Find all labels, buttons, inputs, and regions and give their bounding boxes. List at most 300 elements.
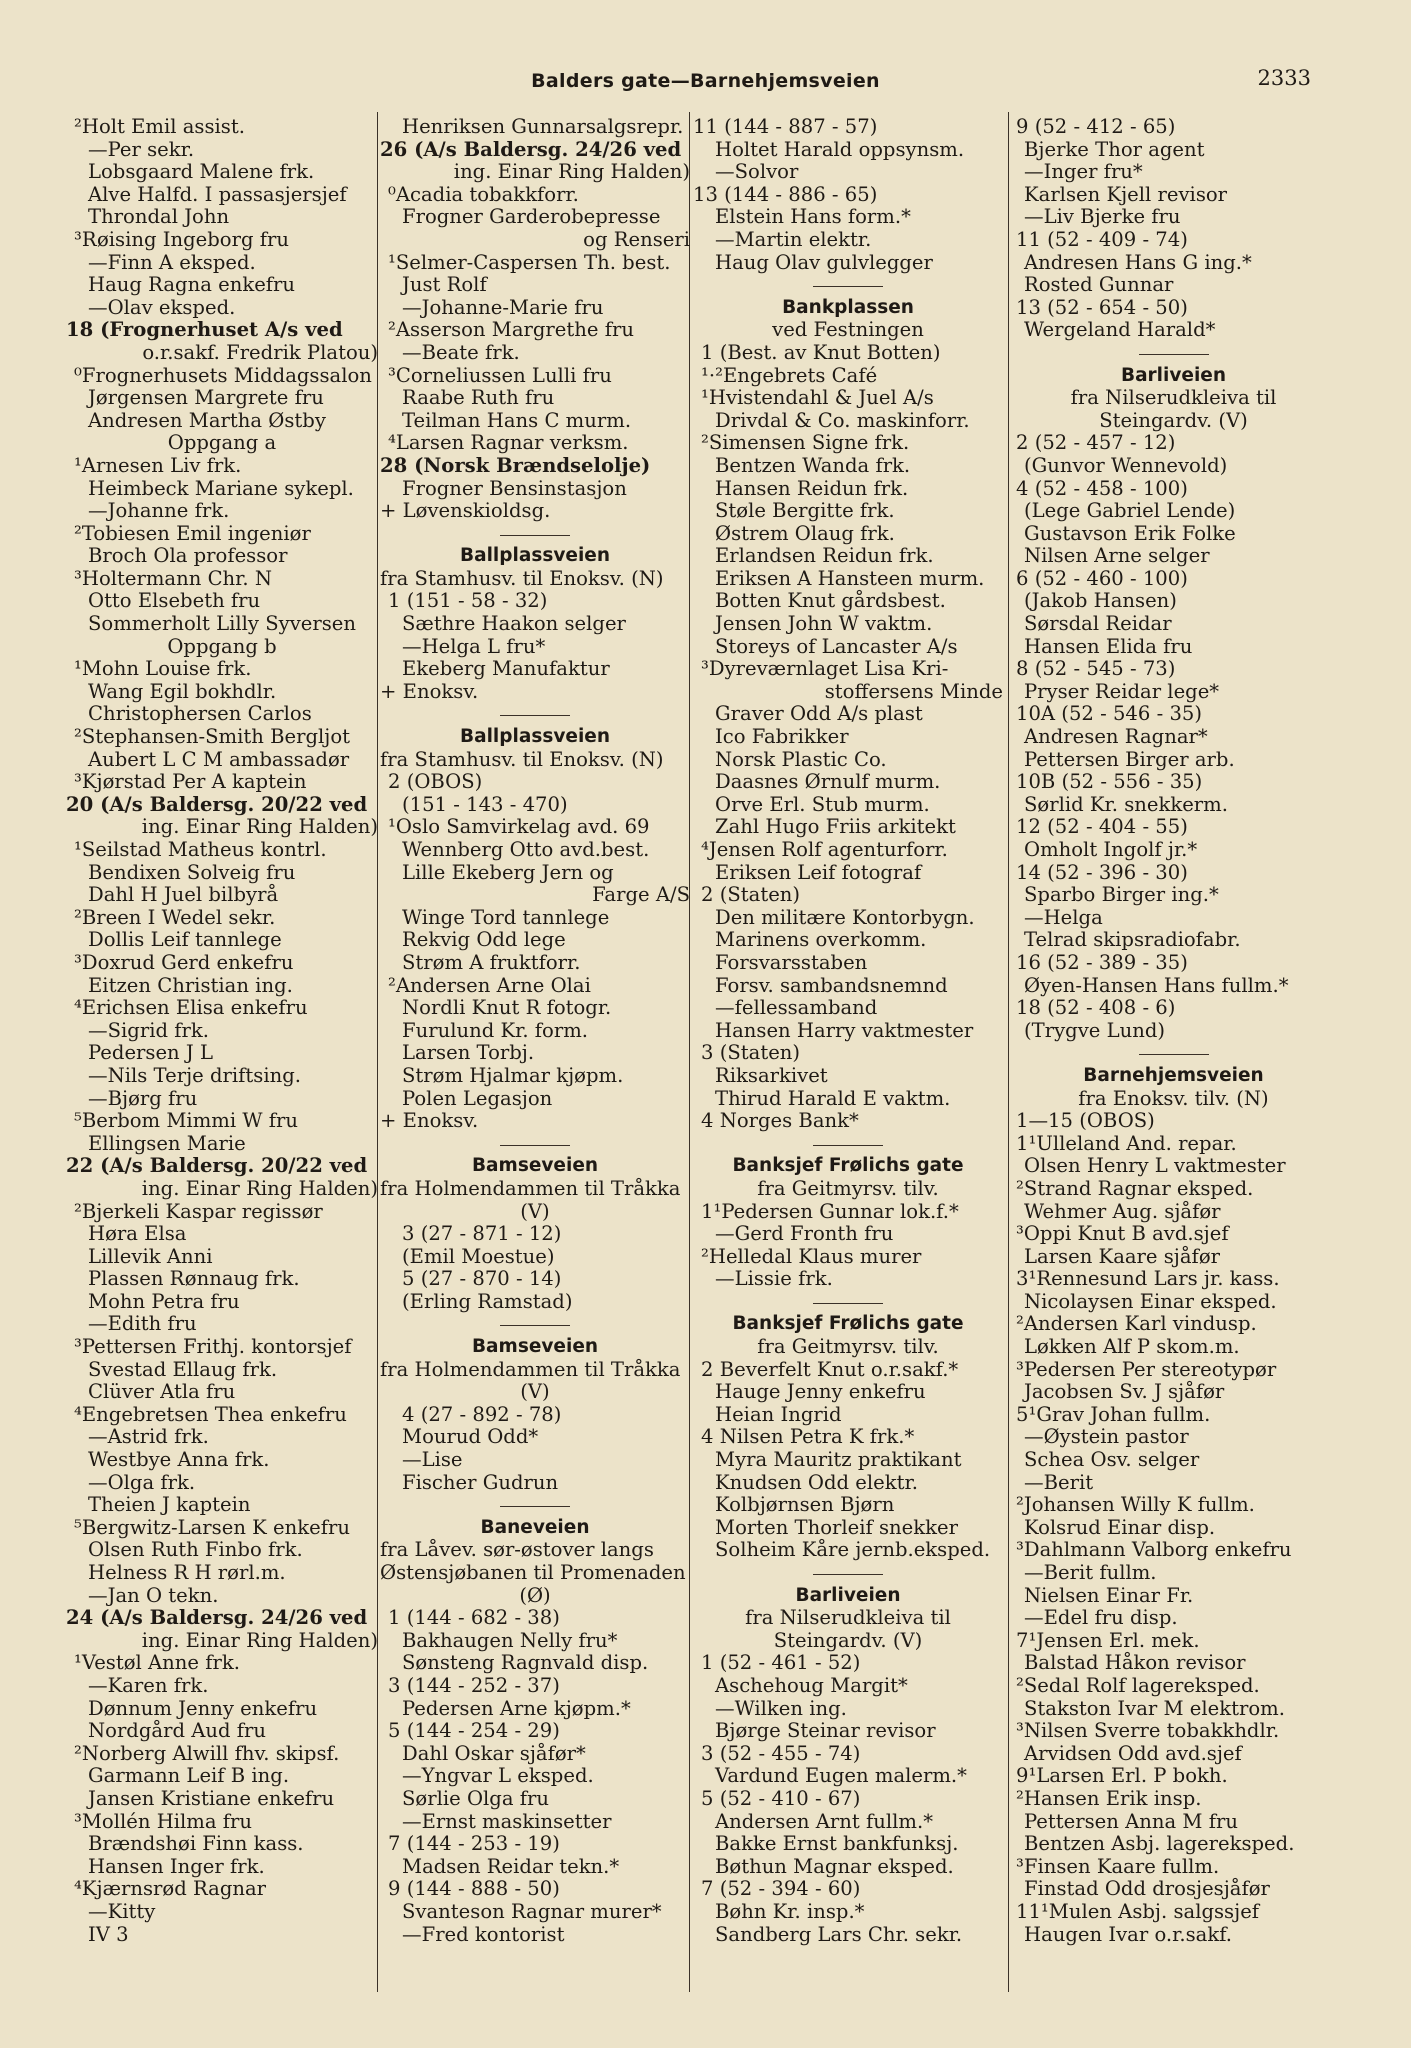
directory-entry: Hansen Elida fru bbox=[1024, 634, 1193, 658]
directory-entry: Østensjøbanen til Promenaden bbox=[380, 1561, 686, 1584]
directory-entry: ¹Selmer-Caspersen Th. best. bbox=[388, 250, 671, 274]
directory-entry: ²Simensen Signe frk. bbox=[701, 431, 910, 455]
directory-entry: Orve Erl. Stub murm. bbox=[715, 792, 930, 816]
directory-entry: Botten Knut gårdsbest. bbox=[715, 589, 946, 613]
directory-entry: Nilsen Arne selger bbox=[1024, 544, 1210, 568]
directory-entry: Gustavson Erik Folke bbox=[1024, 521, 1236, 545]
directory-entry: 13 (52 - 654 - 50) bbox=[1016, 295, 1188, 319]
directory-entry: ²Tobiesen Emil ingeniør bbox=[74, 521, 311, 545]
directory-entry: Fischer Gudrun bbox=[402, 1470, 559, 1494]
directory-entry: —Olga frk. bbox=[88, 1470, 196, 1494]
directory-entry: + Løvenskioldsg. bbox=[380, 499, 551, 523]
directory-entry: —Lise bbox=[402, 1448, 463, 1472]
directory-entry: ⁴Jensen Rolf agenturforr. bbox=[701, 838, 948, 861]
street-heading: Banksjef Frølichs gate bbox=[732, 1313, 964, 1335]
directory-entry: 26 (A/s Baldersg. 24/26 ved bbox=[380, 137, 682, 161]
directory-entry: —Karen frk. bbox=[88, 1673, 209, 1697]
directory-entry: ²Strand Ragnar eksped. bbox=[1016, 1176, 1254, 1200]
directory-entry: Oppgang a bbox=[167, 431, 277, 455]
directory-entry: Wehmer Aug. sjåfør bbox=[1024, 1199, 1221, 1223]
directory-entry: —Edith fru bbox=[88, 1312, 197, 1336]
directory-entry: Lobsgaard Malene frk. bbox=[88, 160, 315, 184]
directory-entry: Bendixen Solveig fru bbox=[88, 860, 296, 884]
directory-entry: 1¹Ulleland And. repar. bbox=[1016, 1131, 1237, 1155]
directory-entry: 4 (52 - 458 - 100) bbox=[1016, 476, 1188, 500]
directory-entry: Ellingsen Marie bbox=[88, 1131, 246, 1155]
directory-entry: —Sigrid frk. bbox=[88, 1018, 209, 1042]
directory-entry: Pryser Reidar lege* bbox=[1024, 679, 1220, 703]
directory-entry: ²Helledal Klaus murer bbox=[701, 1244, 922, 1268]
directory-entry: ⁴Erichsen Elisa enkefru bbox=[74, 996, 308, 1020]
directory-entry: ³Holtermann Chr. N bbox=[74, 566, 272, 590]
directory-entry: 11 (144 - 887 - 57) bbox=[693, 116, 878, 138]
directory-entry: 1¹Pedersen Gunnar lok.f.* bbox=[701, 1199, 959, 1223]
directory-entry: 2 (52 - 457 - 12) bbox=[1016, 431, 1176, 455]
directory-entry: Strøm A fruktforr. bbox=[402, 950, 581, 974]
column-2 bbox=[380, 116, 690, 2016]
directory-entry: Myra Mauritz praktikant bbox=[715, 1448, 962, 1472]
directory-entry: 10A (52 - 546 - 35) bbox=[1016, 702, 1203, 726]
directory-entry: —Berit bbox=[1024, 1470, 1094, 1494]
directory-entry: Rosted Gunnar bbox=[1024, 273, 1174, 297]
directory-entry: Polen Legasjon bbox=[402, 1086, 553, 1110]
directory-entry: ²Stephansen-Smith Bergljot bbox=[74, 725, 351, 749]
directory-entry: —Johanne frk. bbox=[88, 499, 230, 523]
directory-entry: —Gerd Fronth fru bbox=[715, 1222, 894, 1246]
directory-entry: fra Nilserudkleiva til bbox=[1070, 386, 1277, 410]
directory-entry: Nordgård Aud fru bbox=[88, 1719, 266, 1743]
directory-entry: ²Hansen Erik insp. bbox=[1016, 1786, 1202, 1810]
directory-entry: 16 (52 - 389 - 35) bbox=[1016, 950, 1188, 974]
directory-entry: (Trygve Lund) bbox=[1024, 1018, 1166, 1042]
directory-entry: 28 (Norsk Brændselolje) bbox=[380, 453, 651, 477]
directory-entry: Andresen Martha Østby bbox=[88, 408, 326, 432]
directory-entry: —Astrid frk. bbox=[88, 1425, 209, 1449]
directory-entry: 12 (52 - 404 - 55) bbox=[1016, 815, 1188, 839]
directory-entry: (Lege Gabriel Lende) bbox=[1024, 499, 1236, 523]
directory-entry: Hansen Inger frk. bbox=[88, 1854, 265, 1878]
directory-entry: 1 (52 - 461 - 52) bbox=[701, 1651, 861, 1675]
directory-entry: ved Festningen bbox=[772, 318, 924, 342]
directory-entry: Morten Thorleif snekker bbox=[715, 1515, 958, 1539]
directory-entry: ¹Vestøl Anne frk. bbox=[74, 1651, 240, 1675]
directory-entry: —Kitty bbox=[88, 1899, 156, 1923]
directory-entry: ⁵Bergwitz-Larsen K enkefru bbox=[74, 1515, 350, 1539]
directory-entry: ⁴Larsen Ragnar verksm. bbox=[388, 431, 629, 455]
directory-entry: Jørgensen Margrete fru bbox=[88, 386, 324, 410]
directory-entry: Kolbjørnsen Bjørn bbox=[715, 1493, 895, 1517]
directory-entry: Steingardv. (V) bbox=[1099, 408, 1248, 432]
directory-entry: ¹Mohn Louise frk. bbox=[74, 657, 252, 681]
street-heading: Barnehjemsveien bbox=[1083, 1064, 1264, 1086]
directory-entry: Thirud Harald E vaktm. bbox=[715, 1086, 951, 1110]
directory-entry: Marinens overkomm. bbox=[715, 928, 927, 952]
column-1 bbox=[66, 116, 378, 2016]
directory-entry: Furulund Kr. form. bbox=[402, 1018, 589, 1042]
directory-entry: Farge A/S bbox=[592, 883, 690, 907]
street-heading: Bamseveien bbox=[471, 1336, 599, 1358]
street-heading: Ballplassveien bbox=[459, 545, 611, 567]
directory-entry: 4 Nilsen Petra K frk.* bbox=[701, 1425, 915, 1449]
directory-entry: —Solvor bbox=[715, 160, 799, 184]
directory-entry: —Yngvar L eksped. bbox=[402, 1764, 594, 1788]
directory-entry: ⁰Frognerhusets Middagssalon bbox=[74, 363, 372, 387]
directory-entry: Omholt Ingolf jr.* bbox=[1024, 838, 1198, 861]
directory-entry: Hansen Reidun frk. bbox=[715, 476, 909, 500]
directory-entry: (Emil Moestue) bbox=[402, 1244, 555, 1268]
directory-entry: 18 (52 - 408 - 6) bbox=[1016, 996, 1176, 1020]
directory-entry: Den militære Kontorbygn. bbox=[715, 905, 975, 929]
directory-entry: ⁰Acadia tobakkforr. bbox=[388, 182, 579, 206]
directory-entry: ing. Einar Ring Halden) bbox=[453, 160, 690, 184]
directory-entry: 11 (52 - 409 - 74) bbox=[1016, 227, 1188, 251]
section-rule bbox=[693, 274, 1003, 297]
directory-entry: Otto Elsebeth fru bbox=[88, 589, 261, 613]
directory-entry: Drivdal & Co. maskinforr. bbox=[715, 408, 970, 432]
directory-entry: ³Dyreværnlaget Lisa Kri- bbox=[701, 657, 949, 681]
directory-entry: Hauge Jenny enkefru bbox=[715, 1380, 926, 1404]
directory-entry: 8 (52 - 545 - 73) bbox=[1016, 657, 1176, 681]
directory-entry: Eitzen Christian ing. bbox=[88, 973, 293, 997]
directory-entry: + Enoksv. bbox=[380, 679, 479, 703]
directory-entry: Wang Egil bokhdlr. bbox=[88, 679, 277, 703]
directory-entry: Bentzen Asbj. lagereksped. bbox=[1024, 1832, 1295, 1856]
directory-entry: Karlsen Kjell revisor bbox=[1024, 182, 1228, 206]
directory-entry: 5 (52 - 410 - 67) bbox=[701, 1786, 861, 1810]
directory-entry: Bøthun Magnar eksped. bbox=[715, 1854, 954, 1878]
directory-entry: 2 Beverfelt Knut o.r.sakf.* bbox=[701, 1357, 959, 1381]
directory-entry: ³Dahlmann Valborg enkefru bbox=[1016, 1538, 1292, 1562]
section-rule bbox=[380, 523, 690, 546]
directory-entry: 24 (A/s Baldersg. 24/26 ved bbox=[66, 1606, 368, 1630]
directory-entry: ³Corneliussen Lulli fru bbox=[388, 363, 612, 387]
directory-entry: —Finn A eksped. bbox=[88, 250, 256, 274]
directory-entry: (Jakob Hansen) bbox=[1024, 589, 1177, 613]
section-rule bbox=[380, 1133, 690, 1156]
directory-entry: ²Sedal Rolf lagereksped. bbox=[1016, 1673, 1260, 1697]
directory-entry: Larsen Torbj. bbox=[402, 1041, 535, 1065]
directory-entry: Larsen Kaare sjåfør bbox=[1024, 1244, 1220, 1268]
directory-entry: ²Asserson Margrethe fru bbox=[388, 318, 634, 342]
directory-entry: Christophersen Carlos bbox=[88, 702, 312, 726]
street-heading: Bamseveien bbox=[471, 1155, 599, 1177]
directory-entry: ²Andersen Arne Olai bbox=[388, 973, 591, 997]
directory-entry: (V) bbox=[520, 1380, 550, 1404]
directory-entry: ³Røising Ingeborg fru bbox=[74, 227, 289, 251]
directory-entry: Svestad Ellaug frk. bbox=[88, 1357, 278, 1381]
directory-entry: + Enoksv. bbox=[380, 1109, 479, 1133]
directory-entry: Haug Ragna enkefru bbox=[88, 273, 296, 297]
directory-entry: Andresen Hans G ing.* bbox=[1024, 250, 1252, 274]
directory-entry: Clüver Atla fru bbox=[88, 1380, 236, 1404]
directory-entry: Forsv. sambandsnemnd bbox=[715, 973, 948, 997]
directory-entry: ing. Einar Ring Halden) bbox=[141, 1176, 378, 1200]
directory-entry: Helness R H rørl.m. bbox=[88, 1561, 286, 1584]
directory-entry: 9 (144 - 888 - 50) bbox=[388, 1877, 560, 1901]
directory-entry: 7 (144 - 253 - 19) bbox=[388, 1832, 560, 1856]
directory-entry: Bakke Ernst bankfunksj. bbox=[715, 1832, 959, 1856]
directory-entry: Vardund Eugen malerm.* bbox=[715, 1764, 967, 1788]
directory-entry: 9 (52 - 412 - 65) bbox=[1016, 116, 1176, 138]
directory-entry: Bøhn Kr. insp.* bbox=[715, 1899, 865, 1923]
directory-entry: Pettersen Anna M fru bbox=[1024, 1809, 1238, 1833]
directory-entry: 22 (A/s Baldersg. 20/22 ved bbox=[66, 1154, 368, 1178]
directory-entry: ⁵Berbom Mimmi W fru bbox=[74, 1109, 298, 1133]
directory-entry: Jensen John W vaktm. bbox=[715, 612, 933, 636]
directory-entry: Sparbo Birger ing.* bbox=[1024, 883, 1219, 907]
directory-entry: Sandberg Lars Chr. sekr. bbox=[715, 1922, 963, 1946]
directory-entry: 9¹Larsen Erl. P bokh. bbox=[1016, 1764, 1228, 1788]
directory-entry: 11¹Mulen Asbj. salgssjef bbox=[1016, 1899, 1260, 1923]
directory-entry: Frogner Bensinstasjon bbox=[402, 476, 627, 500]
directory-entry: Sommerholt Lilly Syversen bbox=[88, 612, 357, 636]
directory-entry: ³Oppi Knut B avd.sjef bbox=[1016, 1222, 1229, 1246]
directory-entry: Andresen Ragnar* bbox=[1024, 725, 1208, 749]
directory-entry: Eriksen A Hansteen murm. bbox=[715, 566, 985, 590]
directory-entry: fra Nilserudkleiva til bbox=[745, 1606, 951, 1630]
directory-entry: Haug Olav gulvlegger bbox=[715, 250, 933, 274]
street-heading: Bankplassen bbox=[782, 296, 914, 318]
directory-entry: ¹·²Engebrets Café bbox=[701, 363, 878, 387]
column-4 bbox=[1016, 116, 1331, 2016]
directory-entry: Olsen Henry L vaktmester bbox=[1024, 1154, 1286, 1178]
page-number: 2333 bbox=[1257, 66, 1311, 90]
directory-entry: Bjørge Steinar revisor bbox=[715, 1719, 936, 1743]
directory-entry: Øyen-Hansen Hans fullm.* bbox=[1024, 973, 1289, 997]
directory-entry: —Johanne-Marie fru bbox=[402, 295, 604, 319]
directory-entry: Sønsteng Ragnvald disp. bbox=[402, 1651, 649, 1675]
directory-entry: 3 (52 - 455 - 74) bbox=[701, 1741, 861, 1765]
directory-entry: Throndal John bbox=[88, 205, 230, 229]
directory-entry: Theien J kaptein bbox=[88, 1493, 251, 1517]
directory-entry: Sørlie Olga fru bbox=[402, 1786, 549, 1810]
street-heading: Banksjef Frølichs gate bbox=[732, 1155, 964, 1177]
directory-entry: Garmann Leif B ing. bbox=[88, 1764, 290, 1788]
street-heading: Barliveien bbox=[1120, 364, 1227, 386]
directory-entry: 13 (144 - 886 - 65) bbox=[693, 182, 878, 206]
street-heading: Baneveien bbox=[480, 1516, 590, 1538]
directory-entry: —Per sekr. bbox=[88, 137, 195, 161]
directory-entry: (Ø) bbox=[519, 1583, 551, 1607]
street-heading: Ballplassveien bbox=[459, 726, 611, 748]
directory-entry: (151 - 143 - 470) bbox=[402, 792, 568, 816]
section-rule bbox=[380, 1313, 690, 1336]
directory-entry: —Wilken ing. bbox=[715, 1696, 847, 1720]
directory-entry: 10B (52 - 556 - 35) bbox=[1016, 770, 1203, 794]
section-rule bbox=[1016, 342, 1331, 365]
directory-entry: ³Mollén Hilma fru bbox=[74, 1809, 253, 1833]
directory-entry: Brændshøi Finn kass. bbox=[88, 1832, 304, 1856]
directory-entry: 1 (151 - 58 - 32) bbox=[388, 589, 548, 613]
directory-entry: ³Pedersen Per stereotypør bbox=[1016, 1357, 1277, 1381]
directory-entry: Plassen Rønnaug frk. bbox=[88, 1267, 300, 1291]
directory-entry: Dahl Oskar sjåfør* bbox=[402, 1741, 586, 1765]
directory-entry: Mohn Petra fru bbox=[88, 1289, 240, 1313]
directory-entry: fra Geitmyrsv. tilv. bbox=[757, 1335, 939, 1359]
directory-entry: Arvidsen Odd avd.sjef bbox=[1024, 1741, 1242, 1765]
directory-entry: ²Bjerkeli Kaspar regissør bbox=[74, 1199, 323, 1223]
directory-entry: —Nils Terje driftsing. bbox=[88, 1063, 301, 1087]
directory-entry: Aubert L C M ambassadør bbox=[88, 747, 350, 771]
directory-entry: —Ernst maskinsetter bbox=[402, 1809, 612, 1833]
directory-entry: 3 (144 - 252 - 37) bbox=[388, 1673, 560, 1697]
directory-entry: Elstein Hans form.* bbox=[715, 205, 911, 229]
directory-entry: 2 (OBOS) bbox=[388, 770, 483, 794]
directory-entry: Heimbeck Mariane sykepl. bbox=[88, 476, 354, 500]
directory-entry: Bakhaugen Nelly fru* bbox=[402, 1628, 618, 1652]
directory-entry: Pedersen J L bbox=[88, 1041, 213, 1065]
directory-entry: fra Låvev. sør-østover langs bbox=[380, 1538, 654, 1562]
directory-entry: ing. Einar Ring Halden) bbox=[141, 1628, 378, 1652]
directory-entry: ¹Arnesen Liv frk. bbox=[74, 453, 242, 477]
directory-entry: —Liv Bjerke fru bbox=[1024, 205, 1181, 229]
directory-entry: 4 (27 - 892 - 78) bbox=[402, 1402, 562, 1426]
directory-entry: Steingardv. (V) bbox=[773, 1628, 923, 1652]
directory-entry: Teilman Hans C murm. bbox=[402, 408, 632, 432]
directory-entry: Zahl Hugo Friis arkitekt bbox=[715, 815, 956, 839]
directory-entry: Storeys of Lancaster A/s bbox=[715, 634, 958, 658]
directory-entry: Forsvarsstaben bbox=[715, 950, 868, 974]
directory-entry: (V) bbox=[520, 1199, 550, 1223]
directory-entry: ¹Seilstad Matheus kontrl. bbox=[74, 838, 327, 861]
directory-entry: —Jan O tekn. bbox=[88, 1583, 219, 1607]
directory-entry: 14 (52 - 396 - 30) bbox=[1016, 860, 1188, 884]
directory-entry: Alve Halfd. I passasjersjef bbox=[88, 182, 347, 206]
directory-entry: —Inger fru* bbox=[1024, 160, 1143, 184]
directory-entry: Raabe Ruth fru bbox=[402, 386, 555, 410]
directory-entry: Daasnes Ørnulf murm. bbox=[715, 770, 941, 794]
directory-entry: Holtet Harald oppsynsm. bbox=[715, 137, 965, 161]
directory-entry: Rekvig Odd lege bbox=[402, 928, 566, 952]
section-rule bbox=[693, 1291, 1003, 1314]
section-rule bbox=[693, 1562, 1003, 1585]
directory-entry: ⁴Engebretsen Thea enkefru bbox=[74, 1402, 347, 1426]
directory-entry: Finstad Odd drosjesjåfør bbox=[1024, 1877, 1270, 1901]
directory-entry: Jacobsen Sv. J sjåfør bbox=[1024, 1380, 1225, 1404]
directory-entry: Wergeland Harald* bbox=[1024, 318, 1216, 342]
directory-entry: Jansen Kristiane enkefru bbox=[88, 1786, 335, 1810]
directory-entry: Balstad Håkon revisor bbox=[1024, 1651, 1246, 1675]
directory-entry: ²Johansen Willy K fullm. bbox=[1016, 1493, 1255, 1517]
directory-entry: Kolsrud Einar disp. bbox=[1024, 1515, 1216, 1539]
directory-entry: Bentzen Wanda frk. bbox=[715, 453, 911, 477]
directory-entry: Mourud Odd* bbox=[402, 1425, 539, 1449]
column-3 bbox=[693, 116, 1003, 2016]
directory-entry: og Renseri bbox=[583, 227, 690, 251]
directory-entry: Dahl H Juel bilbyrå bbox=[88, 883, 279, 907]
directory-entry: ing. Einar Ring Halden) bbox=[141, 815, 378, 839]
directory-entry: —Lissie frk. bbox=[715, 1267, 833, 1291]
directory-entry: 4 Norges Bank* bbox=[701, 1109, 859, 1133]
directory-entry: ³Finsen Kaare fullm. bbox=[1016, 1854, 1220, 1878]
directory-entry: Aschehoug Margit* bbox=[715, 1673, 908, 1697]
directory-entry: IV 3 bbox=[88, 1922, 129, 1946]
directory-entry: Telrad skipsradiofabr. bbox=[1024, 928, 1241, 952]
directory-entry: Høra Elsa bbox=[88, 1222, 187, 1246]
directory-entry: 3¹Rennesund Lars jr. kass. bbox=[1016, 1267, 1280, 1291]
directory-entry: Pedersen Arne kjøpm.* bbox=[402, 1696, 631, 1720]
directory-entry: ¹Oslo Samvirkelag avd. 69 bbox=[388, 815, 650, 839]
directory-entry: Knudsen Odd elektr. bbox=[715, 1470, 918, 1494]
directory-entry: Ico Fabrikker bbox=[715, 725, 849, 749]
directory-entry: Solheim Kåre jernb.eksped. bbox=[715, 1538, 991, 1562]
directory-entry: Broch Ola professor bbox=[88, 544, 288, 568]
section-rule bbox=[380, 1494, 690, 1517]
directory-entry: fra Stamhusv. til Enoksv. (N) bbox=[380, 747, 664, 771]
directory-entry: Svanteson Ragnar murer* bbox=[402, 1899, 662, 1923]
directory-entry: 5 (144 - 254 - 29) bbox=[388, 1719, 560, 1743]
directory-entry: Strøm Hjalmar kjøpm. bbox=[402, 1063, 624, 1087]
directory-entry: ²Norberg Alwill fhv. skipsf. bbox=[74, 1741, 340, 1765]
directory-entry: Hansen Harry vaktmester bbox=[715, 1018, 974, 1042]
directory-entry: Lillevik Anni bbox=[88, 1244, 213, 1268]
directory-entry: Heian Ingrid bbox=[715, 1402, 842, 1426]
page-header-title: Balders gate—Barnehjemsveien bbox=[531, 70, 880, 92]
directory-entry: (Erling Ramstad) bbox=[402, 1289, 573, 1313]
directory-entry: 3 (Staten) bbox=[701, 1041, 801, 1065]
directory-entry: 5¹Grav Johan fullm. bbox=[1016, 1402, 1211, 1426]
section-rule bbox=[693, 1133, 1003, 1156]
directory-entry: —Berit fullm. bbox=[1024, 1561, 1157, 1584]
directory-entry: 7¹Jensen Erl. mek. bbox=[1016, 1628, 1200, 1652]
directory-entry: Sæthre Haakon selger bbox=[402, 612, 626, 636]
directory-entry: —Helga bbox=[1024, 905, 1103, 929]
directory-entry: Dønnum Jenny enkefru bbox=[88, 1696, 318, 1720]
directory-entry: stoffersens Minde bbox=[824, 679, 1003, 703]
directory-entry: ²Breen I Wedel sekr. bbox=[74, 905, 276, 929]
directory-entry: 5 (27 - 870 - 14) bbox=[402, 1267, 562, 1291]
directory-entry: —Helga L fru* bbox=[402, 634, 546, 658]
directory-entry: Haugen Ivar o.r.sakf. bbox=[1024, 1922, 1232, 1946]
directory-entry: —Edel fru disp. bbox=[1024, 1606, 1178, 1630]
section-rule bbox=[380, 703, 690, 726]
directory-entry: 3 (27 - 871 - 12) bbox=[402, 1222, 562, 1246]
directory-entry: Madsen Reidar tekn.* bbox=[402, 1854, 620, 1878]
directory-entry: Ekeberg Manufaktur bbox=[402, 657, 610, 681]
directory-entry: 20 (A/s Baldersg. 20/22 ved bbox=[66, 792, 368, 816]
directory-entry: Østrem Olaug frk. bbox=[715, 521, 895, 545]
directory-entry: 1 (Best. av Knut Botten) bbox=[701, 340, 941, 364]
directory-entry: Dollis Leif tannlege bbox=[88, 928, 282, 952]
directory-entry: Schea Osv. selger bbox=[1024, 1448, 1200, 1472]
directory-entry: Sørsdal Reidar bbox=[1024, 612, 1172, 636]
directory-entry: fra Geitmyrsv. tilv. bbox=[757, 1176, 939, 1200]
directory-entry: 6 (52 - 460 - 100) bbox=[1016, 566, 1188, 590]
directory-entry: —fellessamband bbox=[715, 996, 878, 1020]
directory-entry: Sørlid Kr. snekkerm. bbox=[1024, 792, 1228, 816]
directory-entry: Eriksen Leif fotograf bbox=[715, 860, 922, 884]
directory-entry: Westbye Anna frk. bbox=[88, 1448, 270, 1472]
directory-entry: ³Doxrud Gerd enkefru bbox=[74, 950, 294, 974]
street-heading: Barliveien bbox=[795, 1584, 901, 1606]
directory-entry: fra Holmendammen til Tråkka bbox=[380, 1357, 681, 1381]
directory-entry: fra Holmendammen til Tråkka bbox=[380, 1176, 681, 1200]
directory-entry: 18 (Frognerhuset A/s ved bbox=[66, 318, 343, 342]
directory-entry: Nicolaysen Einar eksped. bbox=[1024, 1289, 1277, 1313]
directory-entry: —Martin elektr. bbox=[715, 227, 872, 251]
directory-entry: Støle Bergitte frk. bbox=[715, 499, 895, 523]
directory-entry: —Bjørg fru bbox=[88, 1086, 198, 1110]
directory-entry: Andersen Arnt fullm.* bbox=[715, 1809, 934, 1833]
directory-entry: ¹Hvistendahl & Juel A/s bbox=[701, 386, 934, 410]
directory-entry: Oppgang b bbox=[167, 634, 277, 658]
directory-entry: Lille Ekeberg Jern og bbox=[402, 860, 614, 884]
directory-entry: Wennberg Otto avd.best. bbox=[402, 838, 650, 861]
directory-entry: 1 (144 - 682 - 38) bbox=[388, 1606, 560, 1630]
directory-entry: ³Pettersen Frithj. kontorsjef bbox=[74, 1335, 352, 1359]
directory-entry: Olsen Ruth Finbo frk. bbox=[88, 1538, 303, 1562]
directory-entry: —Olav eksped. bbox=[88, 295, 236, 319]
